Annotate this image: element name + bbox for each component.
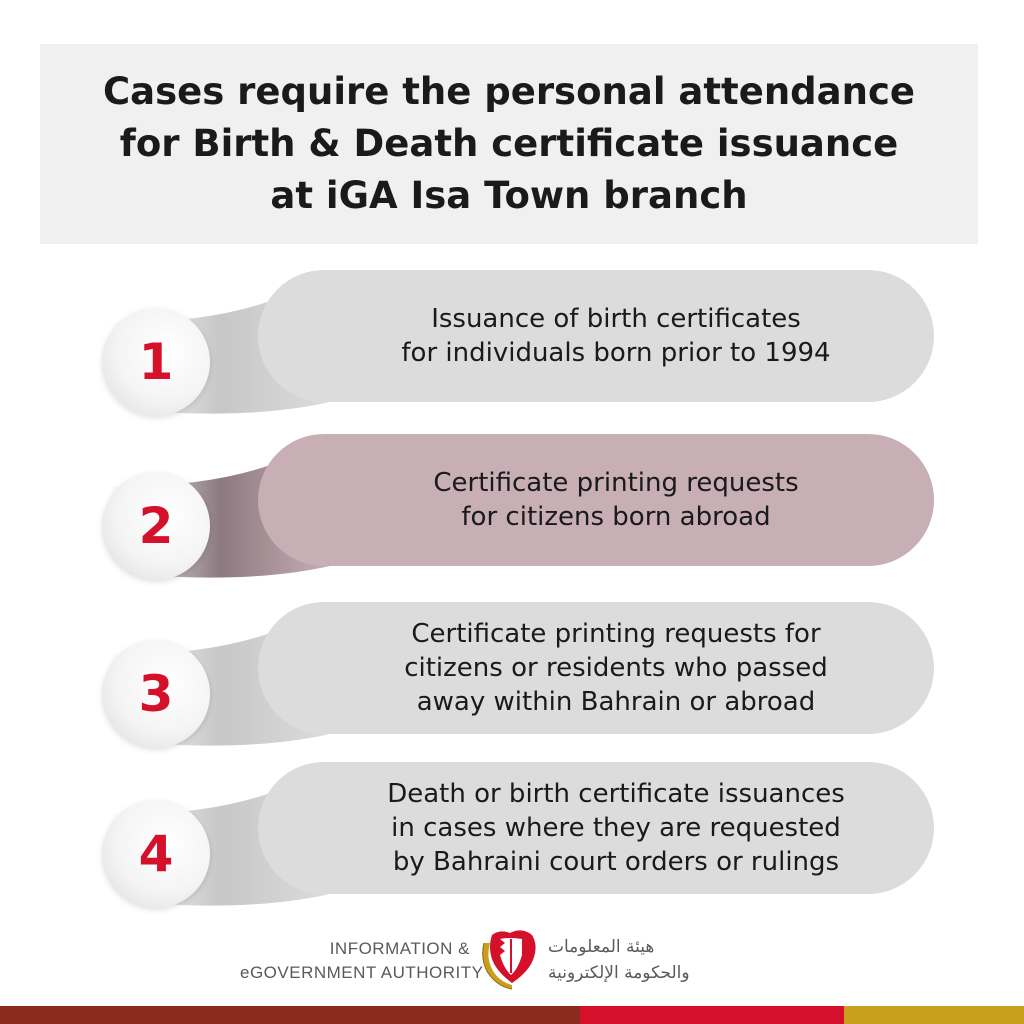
item-1-line-2: for individuals born prior to 1994: [401, 338, 831, 368]
item-4-line-3: by Bahraini court orders or rulings: [392, 847, 840, 877]
page-title-line-1: Cases require the personal attendance: [103, 70, 915, 113]
footer-arabic-line-1: هيئة المعلومات: [548, 937, 655, 957]
title-box: [40, 44, 978, 244]
item-2-line-1: Certificate printing requests: [433, 468, 799, 498]
page-title-line-3: at iGA Isa Town branch: [270, 174, 748, 217]
list-item-3: [0, 602, 1024, 752]
bar-segment-red: [580, 1006, 844, 1024]
item-3-line-2: citizens or residents who passed: [404, 653, 828, 683]
bar-segment-brown: [0, 1006, 580, 1024]
item-bubble-3: [258, 602, 934, 734]
item-number-3: 3: [138, 665, 174, 723]
bar-segment-gold: [844, 1006, 1024, 1024]
item-bubble-4: [258, 762, 934, 894]
bottom-color-bar: [0, 1006, 1024, 1024]
list-item-1: [0, 270, 1024, 420]
footer-arabic-line-2: والحكومة الإلكترونية: [548, 963, 690, 983]
item-number-1: 1: [138, 333, 174, 391]
item-4-line-1: Death or birth certificate issuances: [387, 779, 845, 809]
item-bubble-1: [258, 270, 934, 402]
item-2-line-2: for citizens born abroad: [461, 502, 771, 532]
footer-logo: [0, 925, 1024, 1005]
item-number-2: 2: [138, 497, 174, 555]
item-3-line-1: Certificate printing requests for: [411, 619, 821, 649]
list-item-4: [0, 762, 1024, 912]
footer-english-line-1: INFORMATION &: [329, 939, 470, 958]
item-3-line-3: away within Bahrain or abroad: [416, 687, 816, 717]
item-4-line-2: in cases where they are requested: [391, 813, 841, 843]
list-item-2: [0, 434, 1024, 584]
item-number-4: 4: [138, 825, 174, 883]
bahrain-emblem-icon: [478, 925, 544, 991]
item-bubble-2: [258, 434, 934, 566]
page-title-line-2: for Birth & Death certificate issuance: [119, 122, 899, 165]
footer-english-line-2: eGOVERNMENT AUTHORITY: [240, 963, 484, 982]
item-1-line-1: Issuance of birth certificates: [431, 304, 801, 334]
